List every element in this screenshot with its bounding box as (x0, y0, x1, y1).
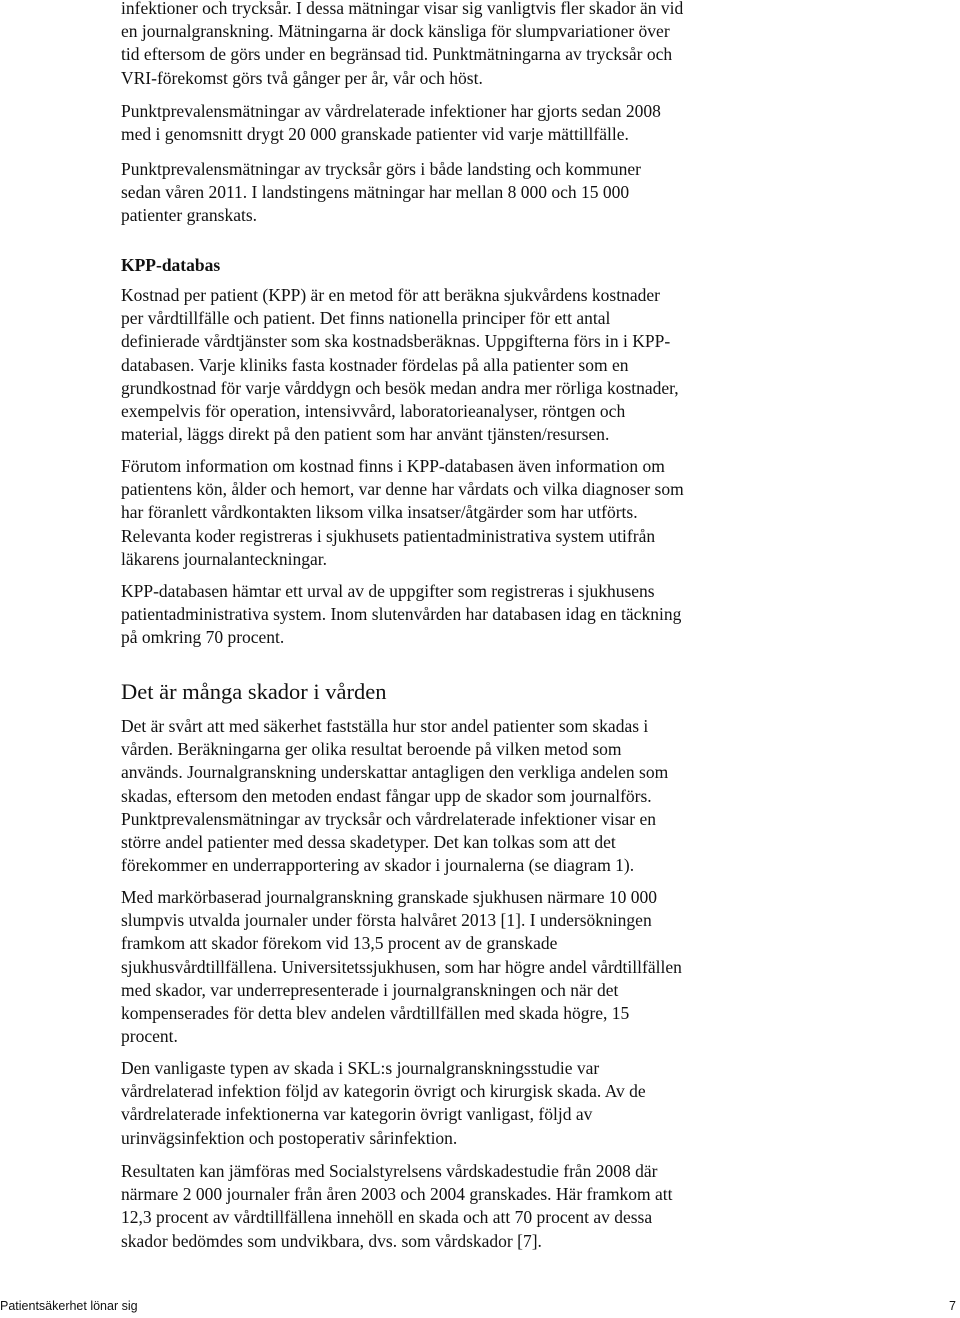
text-line: förekommer en underrapportering av skador i journalerna (se diagram 1). (121, 855, 635, 876)
paragraph-kpp-method (121, 284, 837, 446)
text-line: infektioner och trycksår. I dessa mätningar visar sig vanligtvis fler skador än vid (121, 0, 684, 18)
text-line: läkarens journalanteckningar. (121, 548, 328, 569)
paragraph-pressure-ulcer-prevalence (121, 158, 837, 228)
footer-title: Patientsäkerhet lönar sig (0, 1299, 138, 1313)
text-line: 12,3 procent av vårdtillfällena innehöll en skada och att 70 procent av dessa (121, 1207, 653, 1228)
paragraph-injury-share (121, 715, 837, 877)
text-line: grundkostnad för varje vårddygn och besök medan andra mer rörliga kostnader, (121, 377, 679, 398)
text-line: Kostnad per patient (KPP) är en metod för att beräkna sjukvårdens kostnader (121, 285, 660, 305)
text-line: tid eftersom de görs under en begränsad tid. Punktmätningarna av trycksår och (121, 44, 673, 65)
text-line: Förutom information om kostnad finns i KPP-databasen även information om (121, 456, 665, 476)
paragraph-kpp-information (121, 455, 837, 571)
text-line: Punktprevalensmätningar av trycksår görs i både landsting och kommuner (121, 159, 642, 179)
text-line: definierade vårdtjänster som ska kostnadsberäknas. Uppgifterna förs in i KPP- (121, 331, 671, 352)
text-line: vården. Beräkningarna ger olika resultat beroende på vilken metod som (121, 739, 622, 760)
text-line: med skador, var underrepresenterade i journalgranskningen och när det (121, 979, 619, 1000)
text-line: framkom att skador förekom vid 13,5 procent av de granskade (121, 933, 558, 954)
text-line: KPP-databasen hämtar ett urval av de uppgifter som registreras i sjukhusens (121, 581, 655, 601)
text-line: sedan våren 2011. I landstingens mätningar har mellan 8 000 och 15 000 (121, 182, 630, 203)
text-line: med i genomsnitt drygt 20 000 granskade patienter vid varje mättillfälle. (121, 124, 629, 145)
text-line: skadas, eftersom den metoden endast fångar upp de skador som journalförs. (121, 785, 652, 806)
paragraph-kpp-coverage (121, 580, 837, 650)
text-line: urinvägsinfektion och postoperativ sårinfektion. (121, 1127, 458, 1148)
section-heading: Det är många skador i vården (121, 679, 387, 704)
text-line: slumpvis utvalda journaler under första halvåret 2013 [1]. I undersökningen (121, 910, 652, 931)
text-line: har föranlett vårdkontakten liksom vilka insatser/åtgärder som har utförts. (121, 502, 638, 523)
text-line: databasen. Varje kliniks fasta kostnader fördelas på alla patienter som en (121, 354, 629, 375)
text-line: sjukhusvårdtillfällena. Universitetssjukhusen, som har högre andel vårdtillfällen (121, 956, 682, 977)
text-line: patienter granskats. (121, 205, 258, 226)
text-line: vårdrelaterad infektion följd av kategorin övrigt och kirurgisk skada. Av de (121, 1081, 646, 1102)
text-line: procent. (121, 1026, 178, 1047)
text-line: Relevanta koder registreras i sjukhusets patientadministrativa system utifrån (121, 525, 656, 546)
paragraph-comparison-2008 (121, 1160, 837, 1253)
paragraph-record-review-results (121, 886, 837, 1048)
text-line: på omkring 70 procent. (121, 627, 285, 648)
text-line: kompenserades för detta blev andelen vårdtillfällen med skada högre, 15 (121, 1003, 630, 1024)
paragraph-vri-prevalence (121, 100, 837, 146)
text-line: skador bedömdes som undvikbara, dvs. som vårdskador [7]. (121, 1230, 542, 1251)
text-line: större andel patienter med dessa skadetyper. Det kan tolkas som att det (121, 832, 616, 853)
page-number: 7 (949, 1299, 956, 1313)
text-line: används. Journalgranskning underskattar antagligen den verkliga andelen som (121, 762, 669, 783)
text-line: patientens kön, ålder och hemort, var denne har vårdats och vilka diagnoser som (121, 479, 684, 500)
text-line: Punktprevalensmätningar av trycksår och vårdrelaterade infektioner visar en (121, 808, 656, 829)
text-line: VRI-förekomst görs två gånger per år, vår och höst. (121, 67, 483, 88)
text-line: material, läggs direkt på den patient som har använt tjänsten/resursen. (121, 424, 610, 445)
text-line: närmare 2 000 journaler från åren 2003 och 2004 granskades. Här framkom att (121, 1184, 673, 1205)
paragraph-measurement-intro (121, 0, 837, 90)
text-line: Resultaten kan jämföras med Socialstyrelsens vårdskadestudie från 2008 där (121, 1161, 658, 1181)
kpp-database-heading: KPP-databas (121, 255, 221, 275)
text-line: Punktprevalensmätningar av vårdrelaterade infektioner har gjorts sedan 2008 (121, 101, 661, 121)
text-line: en journalgranskning. Mätningarna är dock känsliga för slumpvariationer över (121, 21, 670, 42)
text-line: vårdrelaterade infektionerna var kategorin övrigt vanligast, följd av (121, 1104, 593, 1125)
text-line: Det är svårt att med säkerhet fastställa hur stor andel patienter som skadas i (121, 716, 649, 736)
paragraph-injury-types (121, 1057, 837, 1150)
text-line: patientadministrativa system. Inom slutenvården har databasen idag en täckning (121, 604, 682, 625)
text-line: exempelvis för operation, intensivvård, laboratorieanalyser, röntgen och (121, 401, 626, 422)
text-line: Den vanligaste typen av skada i SKL:s journalgranskningsstudie var (121, 1058, 600, 1078)
text-line: per vårdtillfälle och patient. Det finns nationella principer för ett antal (121, 308, 611, 329)
text-line: Med markörbaserad journalgranskning granskade sjukhusen närmare 10 000 (121, 887, 658, 907)
